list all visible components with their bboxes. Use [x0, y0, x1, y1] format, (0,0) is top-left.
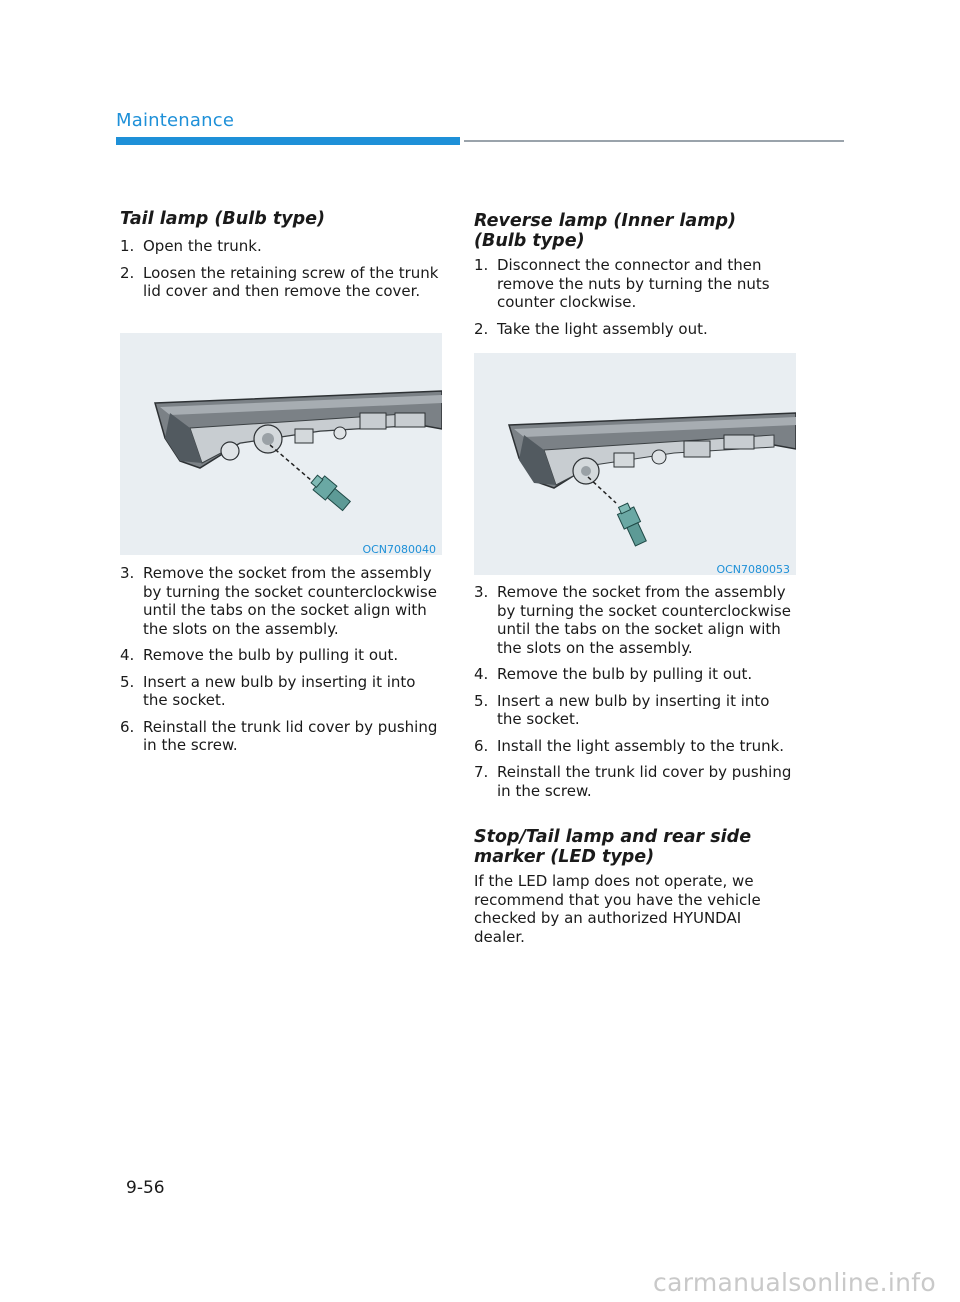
- section-title: Maintenance: [116, 110, 235, 131]
- page-number: 9-56: [126, 1178, 165, 1198]
- tail-lamp-steps-b: [120, 564, 442, 763]
- tail-lamp-steps-a: [120, 237, 442, 309]
- tail-lamp-figure: [120, 333, 442, 555]
- list-item: 5. Insert a new bulb by inserting it into the socket.: [120, 672, 416, 709]
- reverse-lamp-illustration: [474, 353, 796, 575]
- list-item: 3. Remove the socket from the assembly by turning the socket counterclockwise until the tabs on the socket align with the slots on the assembly.: [474, 583, 791, 657]
- tail-lamp-heading: Tail lamp (Bulb type): [120, 209, 326, 229]
- watermark: carmanualsonline.info: [653, 1268, 936, 1297]
- list-item: 1. Disconnect the connector and then remove the nuts by turning the nuts counter clockwise.: [474, 256, 770, 311]
- header-accent-bar: [116, 137, 460, 145]
- header-rule: [464, 140, 844, 142]
- led-lamp-heading: Stop/Tail lamp and rear side marker (LED type): [474, 827, 752, 867]
- list-item: 6. Install the light assembly to the trunk.: [474, 736, 785, 755]
- list-item: 4. Remove the bulb by pulling it out.: [120, 646, 399, 664]
- led-lamp-paragraph: If the LED lamp does not operate, we recommend that you have the vehicle checked by an authorized HYUNDAI dealer.: [474, 872, 761, 946]
- list-item: 4. Remove the bulb by pulling it out.: [474, 665, 753, 683]
- reverse-lamp-heading: Reverse lamp (Inner lamp) (Bulb type): [474, 211, 737, 251]
- list-item: 1. Open the trunk.: [120, 237, 262, 255]
- figure-code: OCN7080040: [362, 543, 436, 555]
- list-item: 2. Loosen the retaining screw of the trunk lid cover and then remove the cover.: [120, 263, 439, 300]
- list-item: 3. Remove the socket from the assembly by turning the socket counterclockwise until the tabs on the socket align with the slots on the assembly.: [120, 564, 437, 638]
- list-item: 7. Reinstall the trunk lid cover by pushing in the screw.: [474, 763, 792, 800]
- figure-code: OCN7080053: [716, 563, 790, 575]
- reverse-lamp-steps-b: [474, 583, 796, 808]
- list-item: 6. Reinstall the trunk lid cover by pushing in the screw.: [120, 717, 438, 754]
- tail-lamp-illustration: [120, 333, 442, 555]
- list-item: 5. Insert a new bulb by inserting it into the socket.: [474, 691, 770, 728]
- reverse-lamp-figure: [474, 353, 796, 575]
- reverse-lamp-steps-a: [474, 256, 796, 346]
- list-item: 2. Take the light assembly out.: [474, 319, 708, 338]
